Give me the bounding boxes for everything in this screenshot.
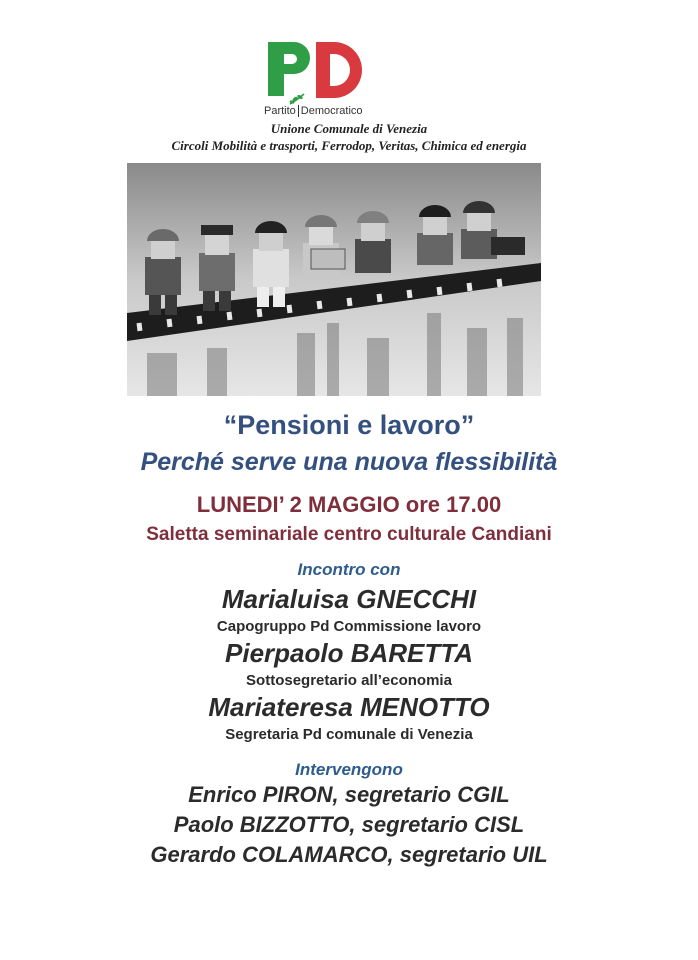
speaker-name: Marialuisa GNECCHI bbox=[221, 584, 477, 614]
logo-wordmark bbox=[264, 105, 363, 117]
interventions-heading: Intervengono bbox=[295, 760, 403, 779]
speaker-name: Mariateresa MENOTTO bbox=[208, 692, 490, 722]
speaker-role: Sottosegretario all’economia bbox=[246, 672, 452, 689]
logo-word-democratico: Democratico bbox=[300, 105, 363, 117]
intervention-item: Gerardo COLAMARCO, segretario UIL bbox=[150, 842, 548, 867]
pd-logo-mark bbox=[266, 40, 366, 98]
olive-branch-icon bbox=[287, 92, 307, 106]
event-title: “Pensioni e lavoro” bbox=[223, 410, 475, 440]
event-subtitle: Perché serve una nuova flessibilità bbox=[140, 448, 558, 476]
speakers-heading: Incontro con bbox=[297, 560, 401, 579]
intervention-item: Enrico PIRON, segretario CGIL bbox=[188, 782, 510, 807]
circles-line: Circoli Mobilità e trasporti, Ferrodop, Veritas, Chimica ed energia bbox=[171, 138, 527, 153]
event-date: LUNEDI’ 2 MAGGIO ore 17.00 bbox=[196, 492, 502, 517]
event-venue: Saletta seminariale centro culturale Candiani bbox=[146, 524, 552, 545]
speaker-name: Pierpaolo BARETTA bbox=[225, 638, 473, 668]
logo-word-partito: Partito bbox=[264, 105, 296, 117]
speaker-role: Capogruppo Pd Commissione lavoro bbox=[216, 618, 482, 635]
lego-workers-photo bbox=[127, 163, 541, 396]
pd-logo bbox=[266, 40, 366, 98]
intervention-item: Paolo BIZZOTTO, segretario CISL bbox=[173, 812, 525, 837]
org-line: Unione Comunale di Venezia bbox=[270, 121, 428, 136]
speaker-role: Segretaria Pd comunale di Venezia bbox=[225, 726, 473, 743]
